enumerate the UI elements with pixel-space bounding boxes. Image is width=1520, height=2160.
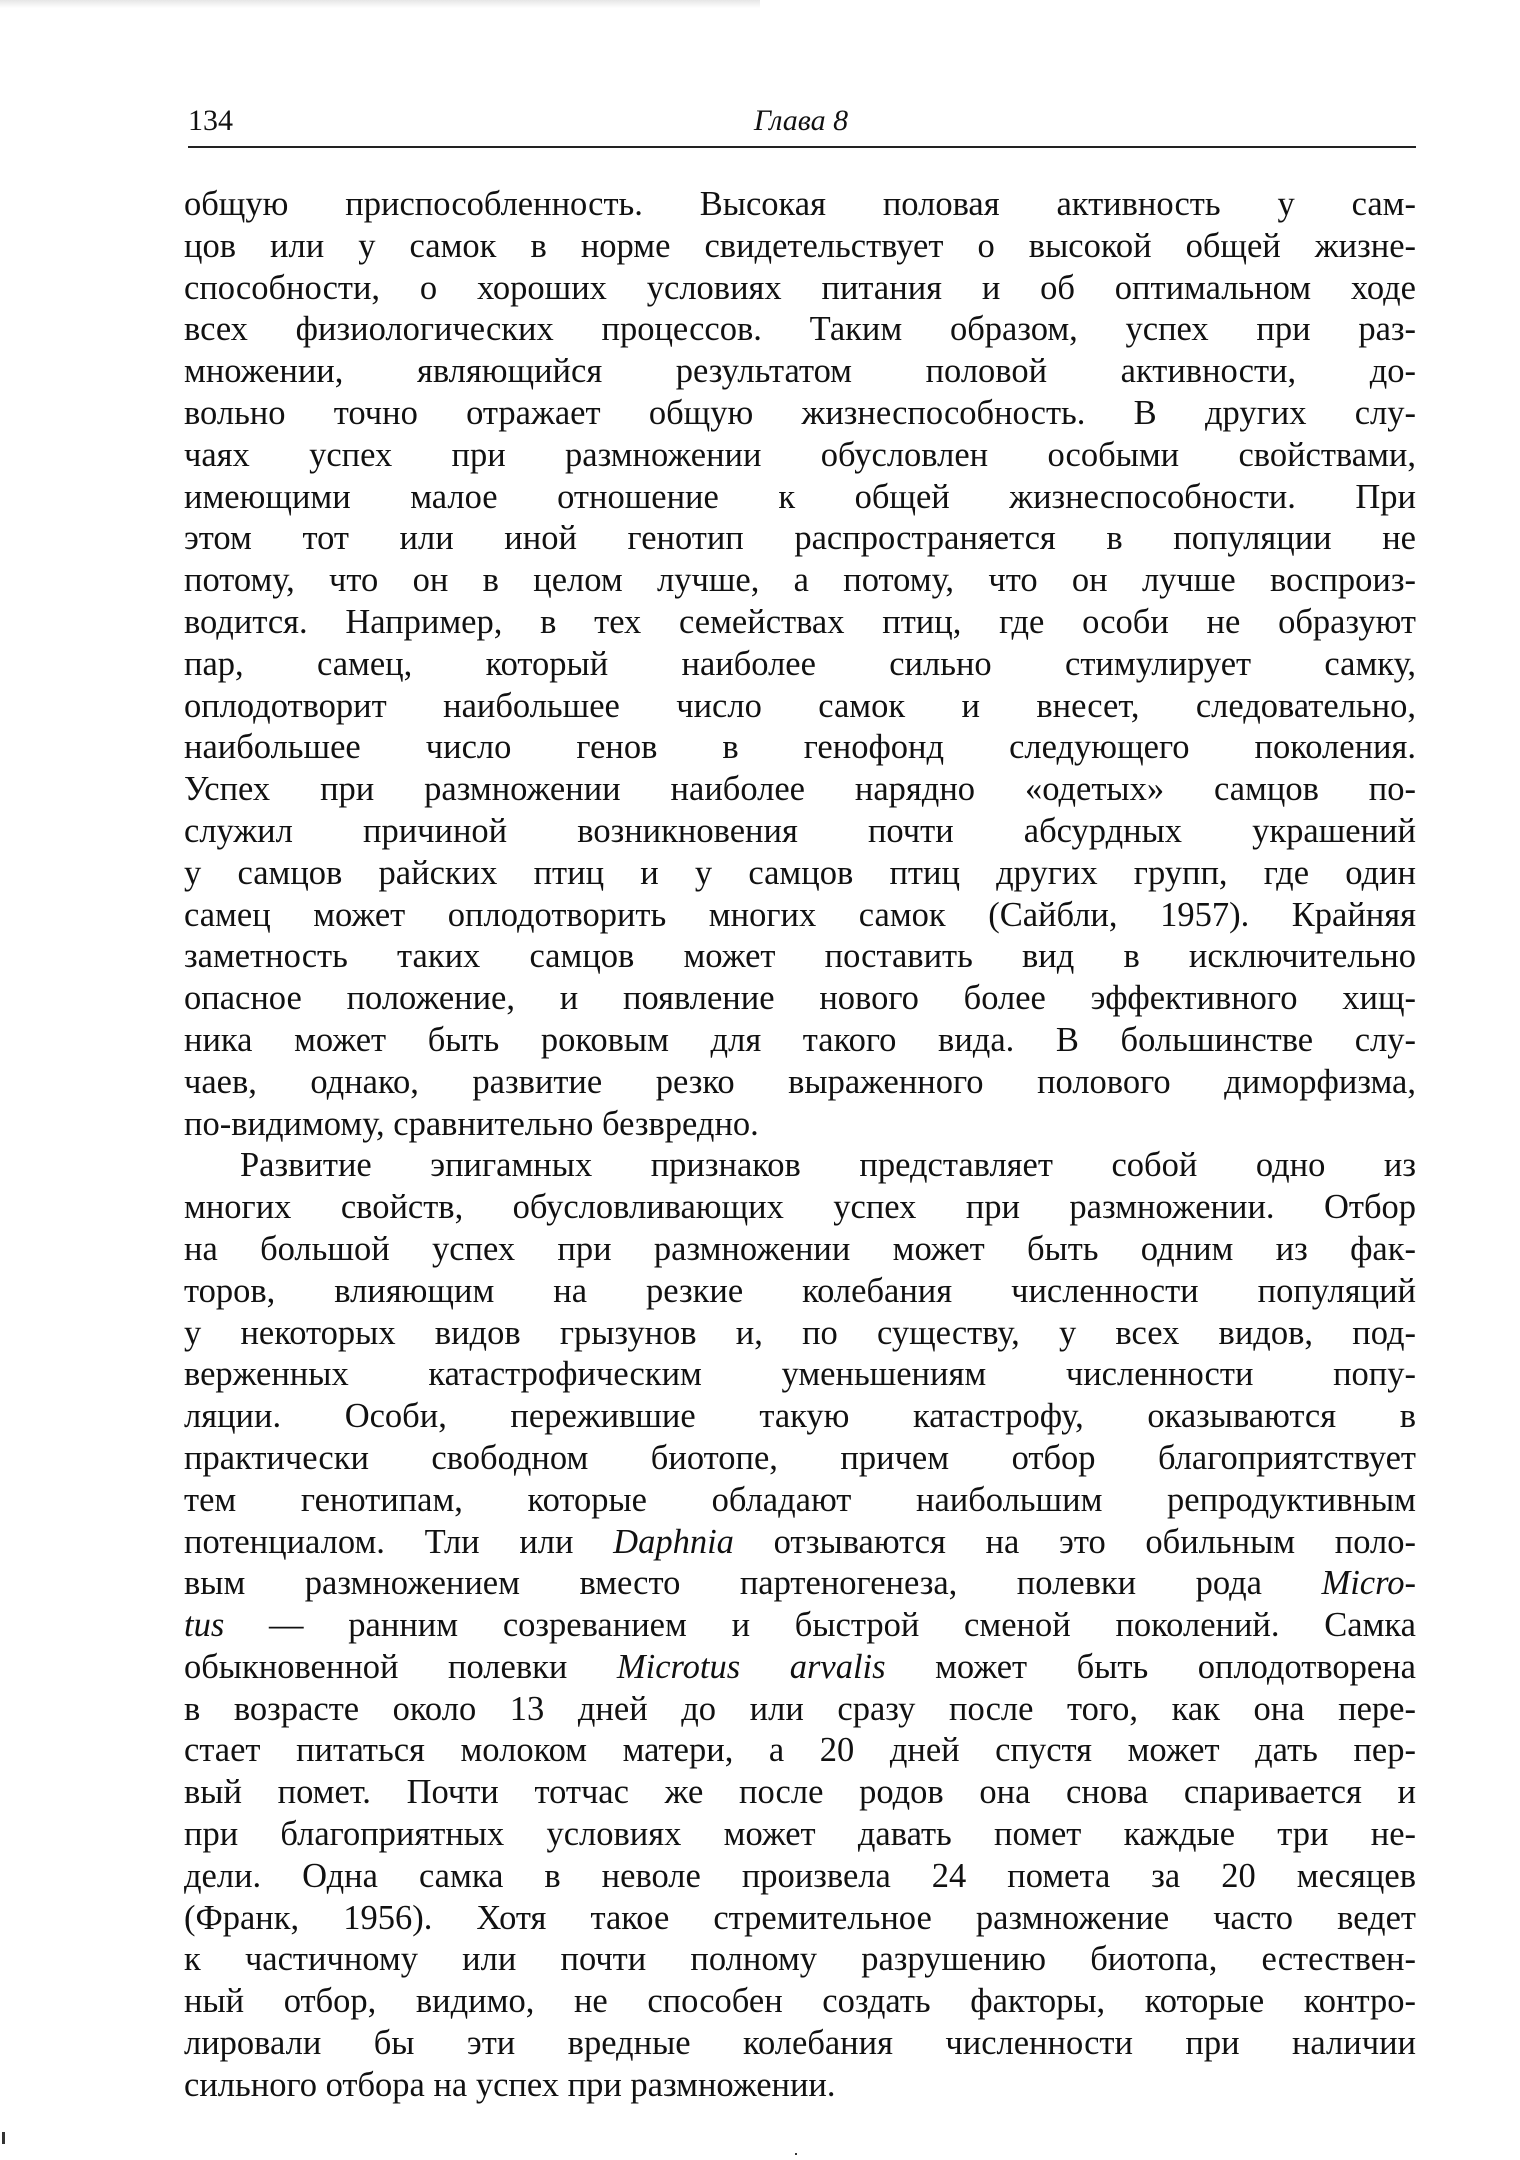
text-line: заметность таких самцов может поставить вид в исключительно: [184, 937, 1416, 976]
text-line: Развитие эпигамных признаков представляет собой одно из: [240, 1146, 1416, 1185]
text-line: лировали бы эти вредные колебания численности при наличии: [184, 2024, 1416, 2063]
body-text: [184, 184, 1416, 2107]
text-line: чаях успех при размножении обусловлен особыми свойствами,: [184, 435, 1416, 474]
scan-edge-shadow: [0, 0, 760, 8]
paragraph: [184, 184, 1416, 1145]
text-line: стает питаться молоком матери, а 20 дней спустя может дать пер-: [184, 1731, 1416, 1770]
text-line: вым размножением вместо партеногенеза, полевки рода Micro-: [184, 1564, 1416, 1603]
text-line: торов, влияющим на резкие колебания численности популяций: [184, 1271, 1416, 1310]
text-line: на большой успех при размножении может быть одним из фак-: [184, 1229, 1416, 1268]
text-line: опасное положение, и появление нового более эффективного хищ-: [184, 979, 1416, 1018]
text-line: (Франк, 1956). Хотя такое стремительное размножение часто ведет: [184, 1898, 1416, 1937]
text-line: имеющими малое отношение к общей жизнеспособности. При: [184, 477, 1416, 516]
paragraph: [184, 1145, 1416, 2106]
text-line: по-видимому, сравнительно безвредно.: [184, 1104, 759, 1143]
chapter-title: Глава 8: [753, 104, 849, 137]
text-line: способности, о хороших условиях питания и об оптимальном ходе: [184, 268, 1416, 307]
text-line: водится. Например, в тех семействах птиц, где особи не образуют: [184, 602, 1416, 641]
text-line: сильного отбора на успех при размножении.: [184, 2065, 836, 2104]
text-line: потенциалом. Тли или Daphnia отзываются на это обильным поло-: [184, 1522, 1416, 1561]
text-line: всех физиологических процессов. Таким образом, успех при раз-: [184, 310, 1416, 349]
text-line: цов или у самок в норме свидетельствует о высокой общей жизне-: [184, 226, 1416, 265]
text-line: дели. Одна самка в неволе произвела 24 помета за 20 месяцев: [184, 1856, 1416, 1895]
text-line: ляции. Особи, пережившие такую катастрофу, оказываются в: [184, 1397, 1416, 1436]
text-line: служил причиной возникновения почти абсурдных украшений: [184, 811, 1416, 850]
text-line: самец может оплодотворить многих самок (Сайбли, 1957). Крайняя: [184, 895, 1416, 934]
text-line: практически свободном биотопе, причем отбор благоприятствует: [184, 1438, 1416, 1477]
text-line: множении, являющийся результатом половой активности, до-: [184, 352, 1416, 391]
running-head: [188, 100, 1414, 144]
page-number: 134: [188, 104, 233, 137]
text-line: пар, самец, который наиболее сильно стимулирует самку,: [184, 644, 1416, 683]
text-line: обыкновенной полевки Microtus arvalis может быть оплодотворена: [184, 1647, 1416, 1686]
text-line: к частичному или почти полному разрушению биотопа, естествен-: [184, 1940, 1416, 1979]
header-rule: [188, 146, 1416, 148]
text-line: общую приспособленность. Высокая половая активность у сам-: [184, 185, 1416, 223]
text-line: наибольшее число генов в генофонд следующего поколения.: [184, 728, 1416, 767]
text-line: этом тот или иной генотип распространяется в популяции не: [184, 519, 1416, 558]
text-line: многих свойств, обусловливающих успех при размножении. Отбор: [184, 1188, 1416, 1227]
text-line: Успех при размножении наиболее нарядно «одетых» самцов по-: [184, 770, 1416, 809]
scan-speck: [2, 2132, 5, 2144]
text-line: ника может быть роковым для такого вида. В большинстве слу-: [184, 1020, 1416, 1059]
text-line: вый помет. Почти тотчас же после родов она снова спаривается и: [184, 1773, 1416, 1812]
text-line: тем генотипам, которые обладают наибольшим репродуктивным: [184, 1480, 1416, 1519]
text-line: при благоприятных условиях может давать помет каждые три не-: [184, 1815, 1416, 1854]
text-line: вольно точно отражает общую жизнеспособность. В других слу-: [184, 393, 1416, 432]
text-line: в возрасте около 13 дней до или сразу после того, как она пере-: [184, 1689, 1416, 1728]
text-line: ный отбор, видимо, не способен создать факторы, которые контро-: [184, 1982, 1416, 2021]
text-line: оплодотворит наибольшее число самок и внесет, следовательно,: [184, 686, 1416, 725]
text-line: верженных катастрофическим уменьшениям численности попу-: [184, 1355, 1416, 1394]
text-line: чаев, однако, развитие резко выраженного полового диморфизма,: [184, 1062, 1416, 1101]
text-line: у самцов райских птиц и у самцов птиц других групп, где один: [184, 853, 1416, 892]
text-line: потому, что он в целом лучше, а потому, что он лучше воспроиз-: [184, 561, 1416, 600]
scan-speck: [795, 2153, 797, 2155]
text-line: у некоторых видов грызунов и, по существу, у всех видов, под-: [184, 1313, 1416, 1352]
text-line: tus — ранним созреванием и быстрой сменой поколений. Самка: [184, 1606, 1416, 1645]
